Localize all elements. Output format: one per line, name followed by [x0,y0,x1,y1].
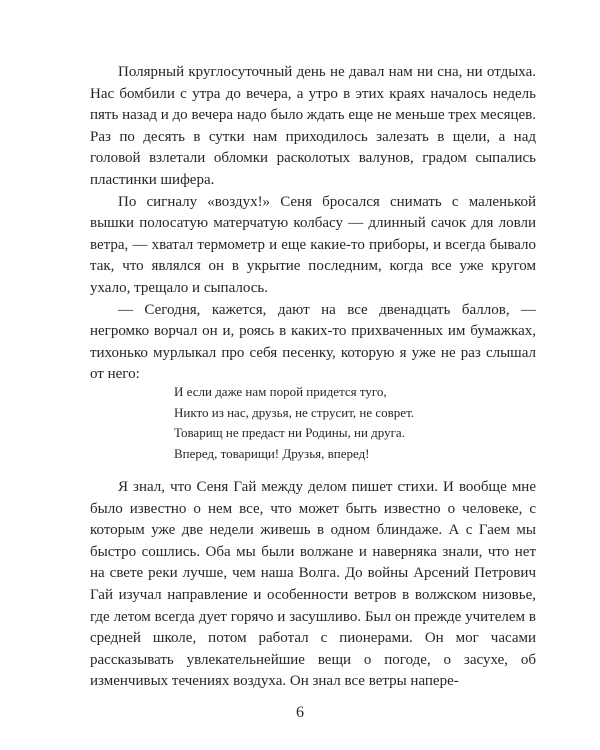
text-block-top [90,62,536,386]
poem-line: Вперед, товарищи! Друзья, вперед! [174,445,370,461]
poem-line: Товарищ не предаст ни Родины, ни друга. [174,425,405,440]
poem-verse [174,382,414,464]
text-block-bottom [90,477,536,693]
paragraph: Полярный круглосуточный день не давал нам ни сна, ни отдыха. Нас бомбили с утра до вечера, а утро в этих краях началось недель пять назад и до вечера надо было ждать еще не меньше трех месяцев. Раз по десять в сутки нам приходилось залезать в щели, а над головой взлетали обломки расколотых валунов, градом сыпались пластинки шифера. [90,64,536,188]
page-number: 6 [296,704,304,721]
paragraph: По сигналу «воздух!» Сеня бросался снимать с маленькой вышки полосатую матерчатую колбасу — длинный сачок для ловли ветра, — хватал термометр и еще какие-то приборы, и всегда бывало так, что являлся он в укрытие последним, когда все уже кругом ухало, трещало и сыпалось. [90,193,536,296]
paragraph: Я знал, что Сеня Гай между делом пишет стихи. И вообще мне было известно о нем все, что может быть известно о человеке, с которым уже две недели живешь в одном блиндаже. А с Гаем мы быстро сошлись. Оба мы были волжане и наверняка знали, что нет на свете реки лучше, чем наша Волга. До войны Арсений Петрович Гай изучал направление и особенности ветров в волжском низовье, где летом всегда дует горячо и засушливо. Был он прежде учителем в средней школе, потом работал с пионерами. Он мог часами рассказывать увлекательнейшие вещи о погоде, о засухе, об изменчивых течениях воздуха. Он знал все ветры напере- [90,479,536,690]
poem-line: И если даже нам порой придется туго, [174,384,387,399]
paragraph: — Сегодня, кажется, дают на все двенадцать баллов, — негромко ворчал он и, роясь в каких-то прихваченных им бумажках, тихонько мурлыкал про себя песенку, которую я уже не раз слышал от него: [90,301,536,383]
poem-line: Никто из нас, друзья, не струсит, не соврет. [174,404,415,420]
